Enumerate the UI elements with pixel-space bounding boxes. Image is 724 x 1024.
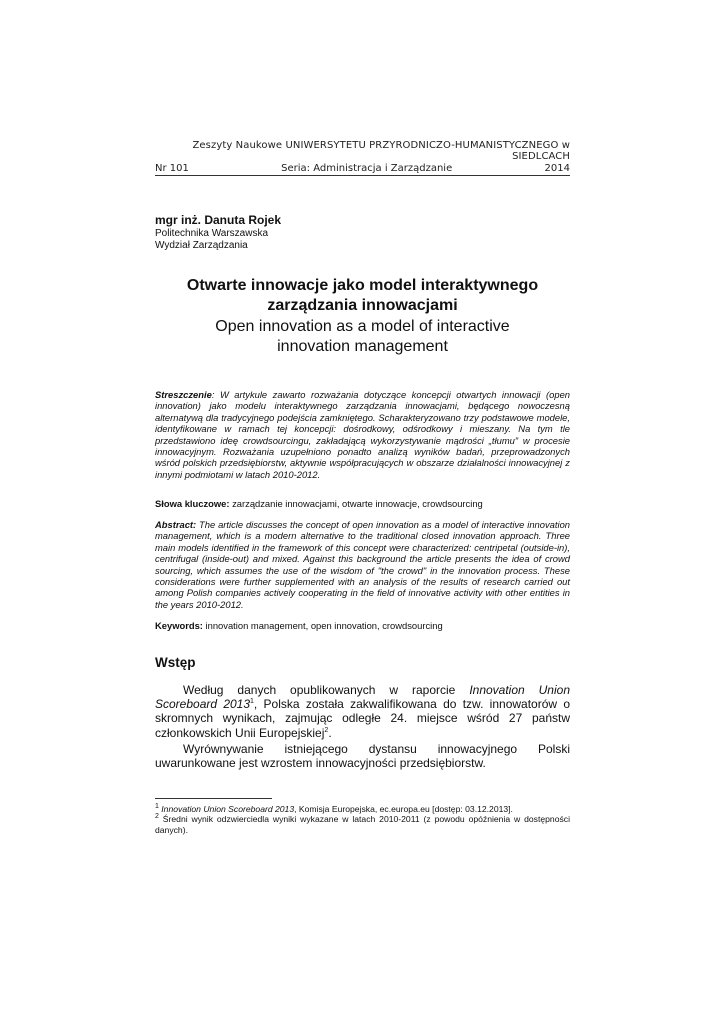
paragraph-2: Wyrównywanie istniejącego dystansu innowacyjnego Polski uwarunkowane jest wzrostem innowacyjności przedsiębiorstw. (155, 741, 570, 771)
abstract-text: The article discusses the concept of open innovation as a model of interactive innovation management, which is a modern alternative to the traditional closed innovation approach. Three main models identified in the framework of this concept were characterized: centripetal (outside-in), centrifugal (inside-out) and mixed. Against this background the article presents the idea of crowd sourcing, which assumes the use of the wisdom of "the crowd" in the innovation process. These considerations were further supplemented with an analysis of the results of research carried out among Polish companies actively cooperating in the field of innovative activity with other entities in the years 2010-2012. (155, 519, 570, 610)
footnote-2-number: 2 (155, 813, 159, 821)
streszczenie-paragraph (155, 389, 570, 480)
title-polish-line1: Otwarte innowacje jako model interaktywnego (186, 277, 539, 294)
series-name: Seria: Administracja i Zarządzanie (281, 163, 453, 174)
paragraph-1 (155, 683, 570, 740)
title-english-line2: innovation management (277, 338, 448, 355)
title-polish (155, 276, 570, 316)
footnote-ref-1[interactable]: 1 (250, 698, 254, 706)
year: 2014 (544, 163, 570, 174)
keywords-label: Keywords: (155, 620, 203, 631)
streszczenie-label: Streszczenie (155, 389, 212, 400)
footnote-1-text: , Komisja Europejska, ec.europa.eu [dostęp: 03.12.2013]. (294, 804, 513, 814)
p1-text-a: Według danych opublikowanych w raporcie (183, 683, 470, 697)
p1-report-title: Innovation Union Scoreboard 2013 (155, 683, 570, 712)
keywords-line (155, 620, 570, 631)
p1-text-c: . (328, 725, 332, 740)
slowa-kluczowe-line (155, 498, 570, 509)
running-header (155, 140, 570, 176)
title-block (155, 276, 570, 357)
abstract-label: Abstract: (155, 519, 197, 530)
journal-name: Zeszyty Naukowe UNIWERSYTETU PRZYRODNICZO-HUMANISTYCZNEGO w SIEDLCACH (192, 140, 570, 162)
section-heading: Wstęp (155, 655, 196, 670)
affiliation-university: Politechnika Warszawska (155, 228, 269, 239)
issue-number: Nr 101 (155, 163, 189, 174)
footnotes (155, 804, 570, 835)
footnote-2-text: Średni wynik odzwierciedla wyniki wykazane w latach 2010-2011 (z powodu opóźnienia w dostępności danych). (155, 814, 570, 835)
slowa-kluczowe-label: Słowa kluczowe: (155, 498, 230, 509)
p1-text-b: , Polska została zakwalifikowana do tzw. innowatorów o skromnych wynikach, zajmując odległe 24. miejsce wśród 27 państw członkowskich Unii Europejskiej (155, 697, 570, 740)
footnote-divider (155, 798, 272, 799)
issue-series-line (155, 163, 570, 176)
keywords-text: innovation management, open innovation, crowdsourcing (202, 620, 443, 631)
author-block (155, 212, 281, 252)
title-english (155, 317, 570, 357)
slowa-kluczowe-text: zarządzanie innowacjami, otwarte innowacje, crowdsourcing (229, 498, 483, 509)
author-name: mgr inż. Danuta Rojek (155, 213, 282, 227)
body-text (155, 683, 570, 770)
streszczenie-text: : W artykule zawarto rozważania dotyczące koncepcji otwartych innowacji (open innovation) jako modelu interaktywnego zarządzania innowacjami, będącego nowoczesną alternatywą dla tradycyjnego podejścia zamkniętego. Scharakteryzowano trzy podstawowe modele, identyfikowane w ramach tej koncepcji: dośrodkowy, odśrodkowy i mieszany. Na tym tle przedstawiono ideę crowdsourcingu, zakładającą wykorzystywanie mądrości „tłumu” w procesie innowacyjnym. Rozważania uzupełniono ponadto analizą wyników badań, przeprowadzonych wśród polskich przedsiębiorstw, aktywnie współpracujących w obszarze działalności innowacyjnej z innymi podmiotami w latach 2010-2012. (155, 389, 570, 480)
abstract-english (155, 519, 570, 610)
footnote-2 (155, 814, 570, 835)
title-polish-line2: zarządzania innowacjami (267, 297, 458, 314)
title-english-line1: Open innovation as a model of interactive (215, 318, 510, 335)
footnote-1 (155, 804, 570, 814)
affiliation-faculty: Wydział Zarządzania (155, 240, 248, 251)
footnote-1-number: 1 (155, 803, 159, 811)
footnote-ref-2[interactable]: 2 (324, 726, 329, 734)
footnote-1-title: Innovation Union Scoreboard 2013 (161, 804, 295, 814)
